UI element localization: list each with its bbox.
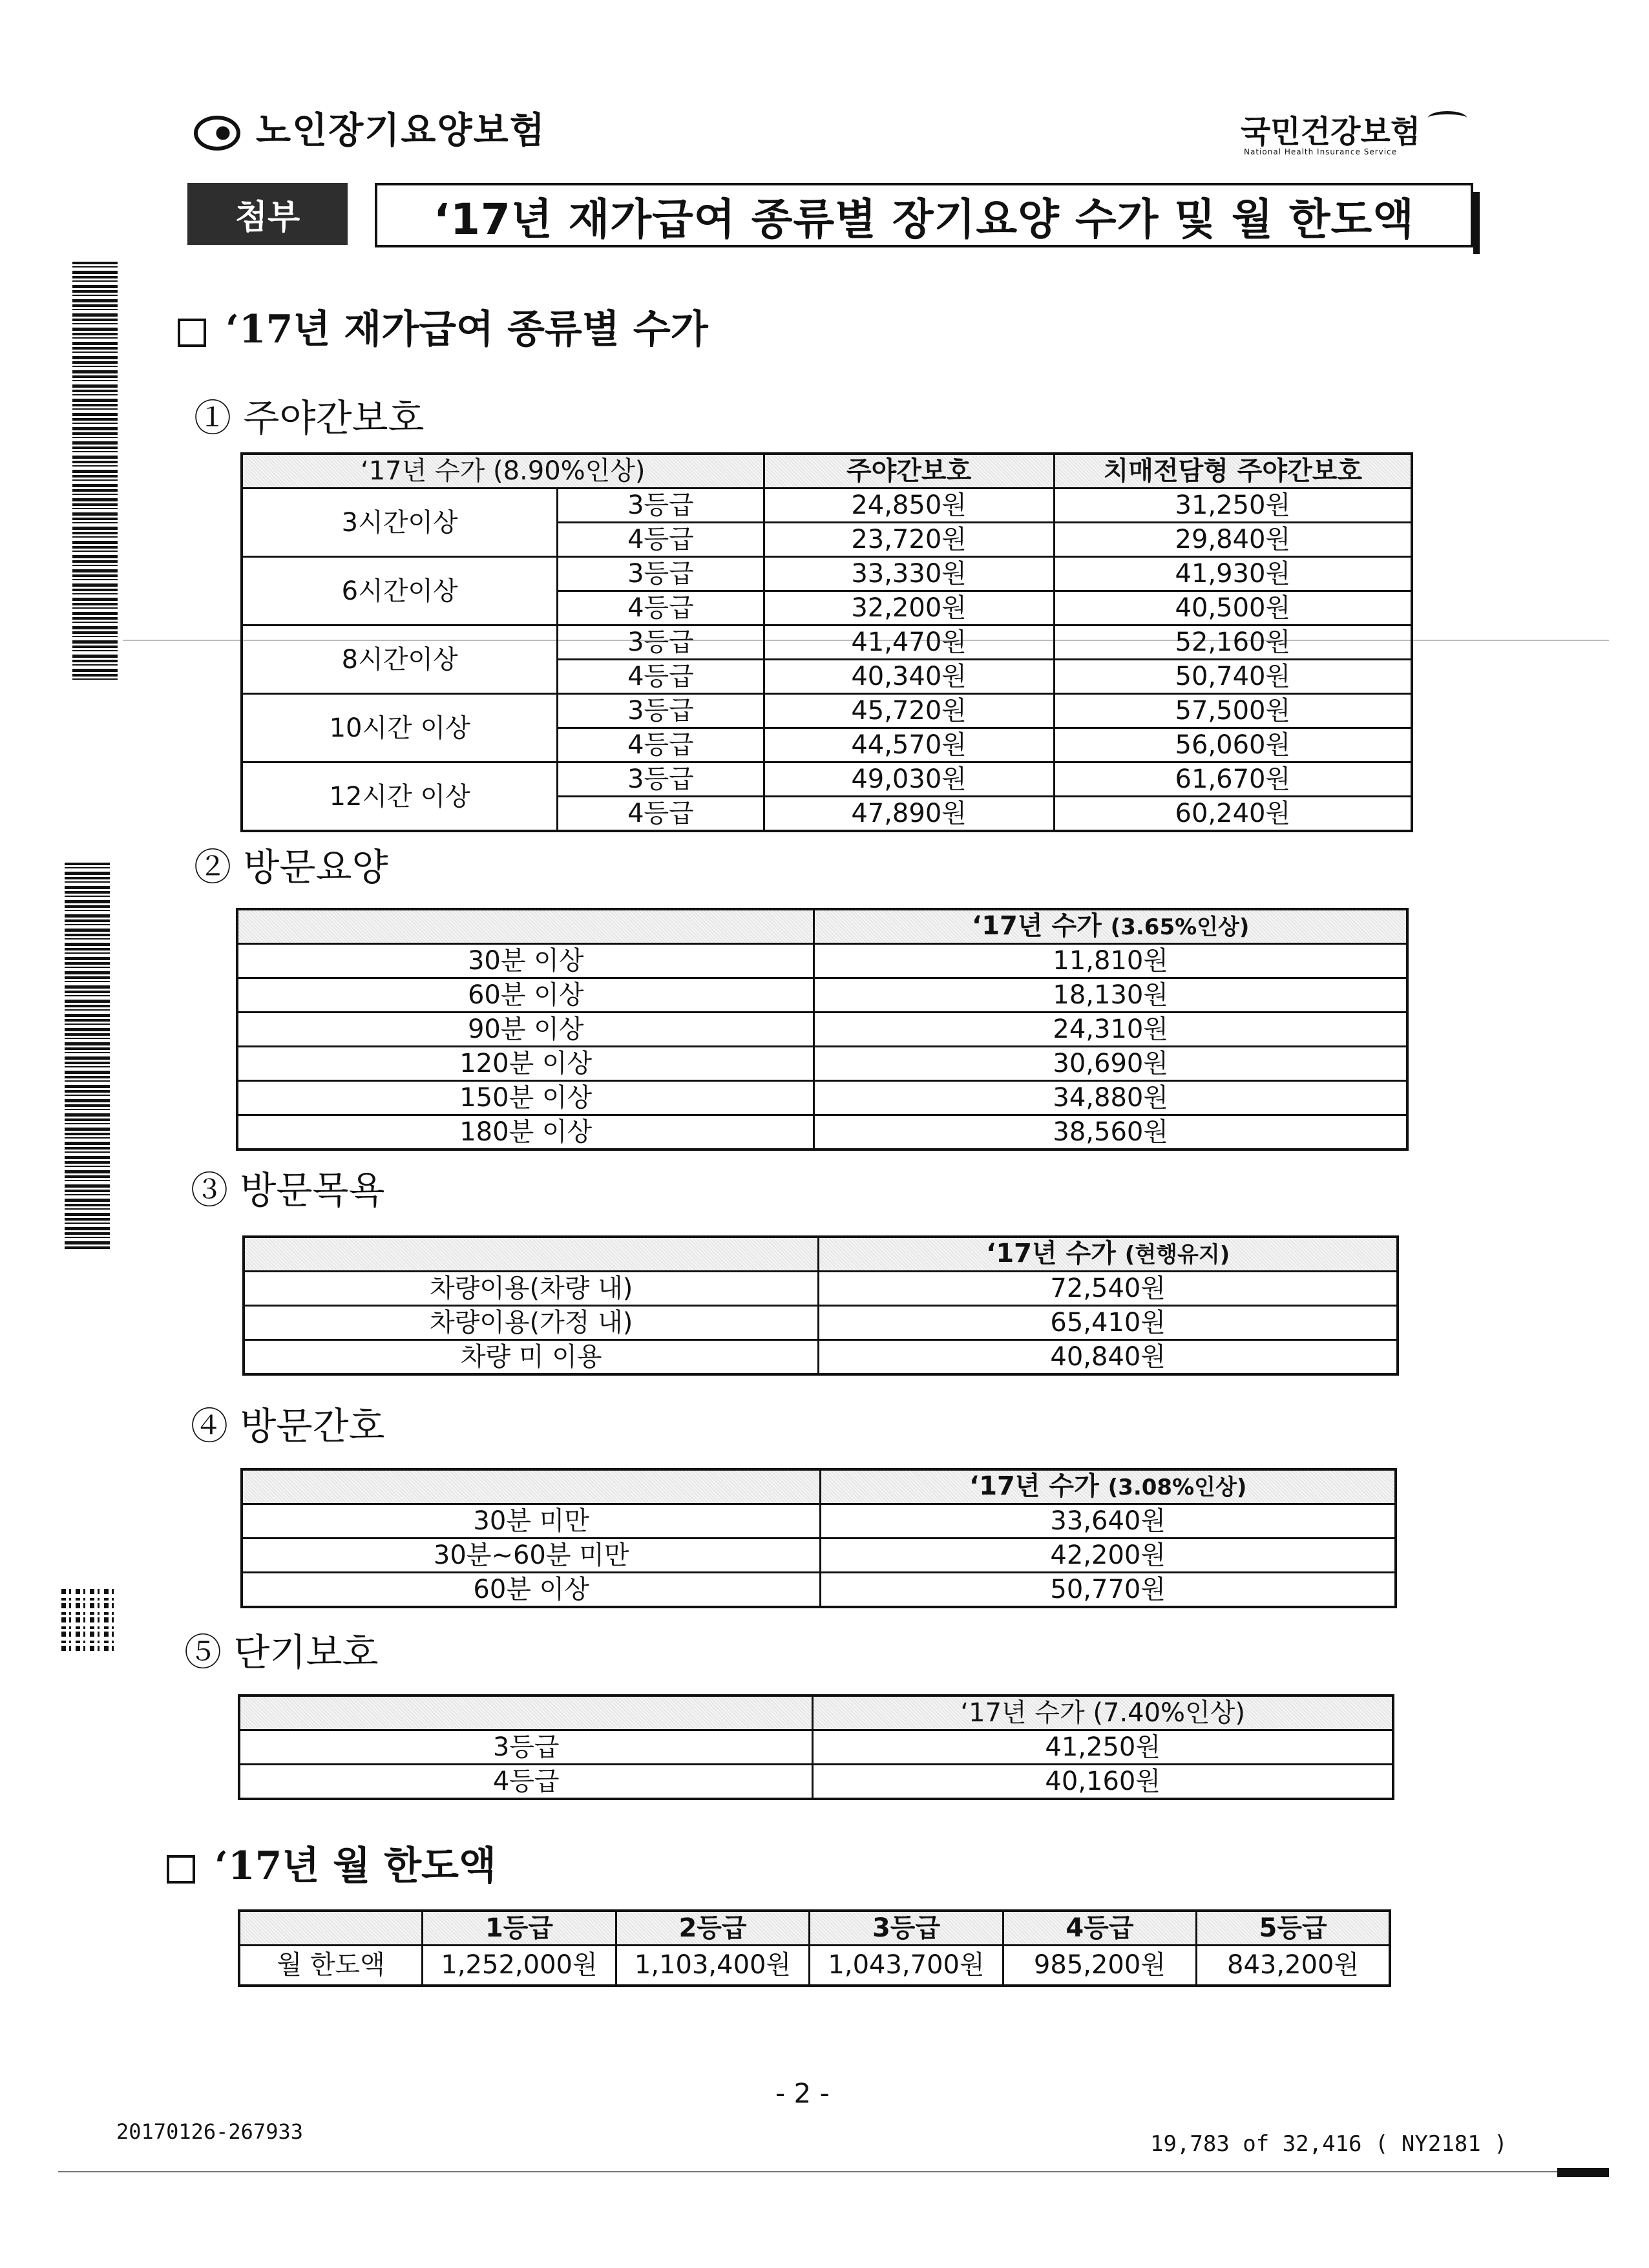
grade-header: 2등급 <box>616 1911 810 1946</box>
nursing-header-rate <box>821 1469 1396 1504</box>
rate-cell: 38,560원 <box>814 1115 1407 1150</box>
nursing-header-blank <box>242 1469 821 1504</box>
nltci-logo-icon <box>194 116 240 151</box>
limit-cell: 985,200원 <box>1003 1946 1196 1986</box>
home-care-header-rate <box>814 909 1407 944</box>
qr-code <box>61 1586 116 1651</box>
label-cell: 차량이용(가정 내) <box>244 1306 819 1340</box>
label-cell: 30분~60분 미만 <box>242 1538 821 1573</box>
home-care-table <box>236 908 1409 1151</box>
label-cell: 60분 이상 <box>237 978 814 1013</box>
header-paren-text: (3.08%인상) <box>1108 1475 1247 1500</box>
bathing-heading: ③ 방문목욕 <box>191 1168 385 1212</box>
grade-cell: 3등급 <box>558 625 764 660</box>
rate-cell: 44,570원 <box>764 728 1054 762</box>
daycare-heading: ① 주야간보호 <box>194 396 425 440</box>
grade-cell: 4등급 <box>558 591 764 625</box>
table-row <box>242 1538 1396 1573</box>
grade-cell: 4등급 <box>558 728 764 762</box>
label-cell: 150분 이상 <box>237 1081 814 1115</box>
rate-cell: 31,250원 <box>1054 488 1412 523</box>
rate-cell: 18,130원 <box>814 978 1407 1013</box>
daycare-header-rate: ‘17년 수가 (8.90%인상) <box>242 454 764 488</box>
rate-cell: 41,930원 <box>1054 557 1412 591</box>
section-rates-title: ‘17년 재가급여 종류별 수가 <box>226 307 708 352</box>
bates-number: 19,783 of 32,416 ( NY2181 ) <box>1150 2131 1507 2157</box>
header-main-text: ‘17년 수가 <box>969 1471 1099 1501</box>
grade-cell: 3등급 <box>558 694 764 728</box>
table-row <box>237 978 1407 1013</box>
rate-cell: 56,060원 <box>1054 728 1412 762</box>
bathing-table <box>242 1235 1399 1376</box>
rate-cell: 49,030원 <box>764 762 1054 797</box>
rate-cell: 42,200원 <box>821 1538 1396 1573</box>
rate-cell: 24,310원 <box>814 1013 1407 1047</box>
rate-cell: 32,200원 <box>764 591 1054 625</box>
footer-divider <box>58 2171 1609 2172</box>
rate-cell: 45,720원 <box>764 694 1054 728</box>
nursing-heading: ④ 방문간호 <box>191 1404 385 1448</box>
nhis-logo-subtitle: National Health Insurance Service <box>1244 147 1398 156</box>
header-paren-text: (현행유지) <box>1124 1242 1230 1268</box>
table-row <box>242 625 1412 660</box>
header-main-text: ‘17년 수가 <box>986 1239 1116 1268</box>
table-row <box>242 762 1412 797</box>
label-cell: 90분 이상 <box>237 1013 814 1047</box>
rate-cell: 33,330원 <box>764 557 1054 591</box>
rate-cell: 72,540원 <box>819 1272 1398 1306</box>
grade-cell: 3등급 <box>558 488 764 523</box>
rate-cell: 40,340원 <box>764 660 1054 694</box>
nltci-logo-text: 노인장기요양보험 <box>256 110 546 152</box>
table-row <box>237 944 1407 978</box>
table-row <box>237 1081 1407 1115</box>
grade-header: 1등급 <box>423 1911 616 1946</box>
section-limit-title: ‘17년 월 한도액 <box>215 1843 496 1889</box>
table-row <box>239 1765 1393 1800</box>
label-cell: 120분 이상 <box>237 1047 814 1081</box>
grade-header: 4등급 <box>1003 1911 1196 1946</box>
label-cell: 60분 이상 <box>242 1573 821 1608</box>
duration-cell: 3시간이상 <box>242 488 558 557</box>
rate-cell: 23,720원 <box>764 523 1054 557</box>
rate-cell: 57,500원 <box>1054 694 1412 728</box>
table-row <box>239 1946 1390 1986</box>
footer-mark <box>1557 2168 1609 2177</box>
rate-cell: 61,670원 <box>1054 762 1412 797</box>
rate-cell: 47,890원 <box>764 797 1054 832</box>
limit-cell: 1,103,400원 <box>616 1946 810 1986</box>
table-row <box>242 694 1412 728</box>
rate-cell: 11,810원 <box>814 944 1407 978</box>
section-limit-heading <box>167 1835 496 1891</box>
grade-cell: 3등급 <box>558 557 764 591</box>
rate-cell: 65,410원 <box>819 1306 1398 1340</box>
row-label-cell: 월 한도액 <box>239 1946 423 1986</box>
short-term-heading: ⑤ 단기보호 <box>184 1630 379 1674</box>
barcode-bottom <box>65 863 110 1250</box>
duration-cell: 6시간이상 <box>242 557 558 625</box>
duration-cell: 10시간 이상 <box>242 694 558 762</box>
home-care-heading: ② 방문요양 <box>194 845 388 889</box>
daycare-header-normal: 주야간보호 <box>764 454 1054 488</box>
rate-cell: 29,840원 <box>1054 523 1412 557</box>
grade-header: 5등급 <box>1197 1911 1390 1946</box>
daycare-table <box>240 452 1413 832</box>
document-id: 20170126-267933 <box>116 2119 303 2144</box>
attachment-label: 첨부 <box>187 183 348 245</box>
short-term-table <box>238 1694 1394 1800</box>
rate-cell: 50,770원 <box>821 1573 1396 1608</box>
monthly-limit-table <box>238 1909 1391 1987</box>
nursing-table <box>240 1468 1397 1608</box>
label-cell: 180분 이상 <box>237 1115 814 1150</box>
rate-cell: 40,840원 <box>819 1340 1398 1375</box>
document-title: ‘17년 재가급여 종류별 장기요양 수가 및 월 한도액 <box>375 183 1473 247</box>
rate-cell: 60,240원 <box>1054 797 1412 832</box>
table-row <box>237 1047 1407 1081</box>
label-cell: 차량 미 이용 <box>244 1340 819 1375</box>
rate-cell: 24,850원 <box>764 488 1054 523</box>
table-row <box>244 1340 1398 1375</box>
rate-cell: 50,740원 <box>1054 660 1412 694</box>
duration-cell: 8시간이상 <box>242 625 558 694</box>
limit-header-blank <box>239 1911 423 1946</box>
table-row <box>239 1730 1393 1765</box>
table-row <box>237 1013 1407 1047</box>
checkbox-icon <box>178 319 206 347</box>
home-care-header-blank <box>237 909 814 944</box>
nhis-logo-icon <box>1428 111 1467 125</box>
rate-cell: 41,470원 <box>764 625 1054 660</box>
section-rates-heading <box>178 299 708 354</box>
label-cell: 4등급 <box>239 1765 813 1800</box>
short-term-header-rate: ‘17년 수가 (7.40%인상) <box>813 1696 1393 1730</box>
table-row <box>237 1115 1407 1150</box>
duration-cell: 12시간 이상 <box>242 762 558 832</box>
grade-cell: 3등급 <box>558 762 764 797</box>
rate-cell: 33,640원 <box>821 1504 1396 1538</box>
label-cell: 30분 이상 <box>237 944 814 978</box>
header-paren-text: (3.65%인상) <box>1110 914 1250 940</box>
nltci-logo <box>194 102 546 154</box>
table-row <box>242 1573 1396 1608</box>
limit-cell: 843,200원 <box>1197 1946 1390 1986</box>
grade-header: 3등급 <box>810 1911 1003 1946</box>
label-cell: 30분 미만 <box>242 1504 821 1538</box>
bathing-header-rate <box>819 1237 1398 1272</box>
limit-cell: 1,252,000원 <box>423 1946 616 1986</box>
rate-cell: 41,250원 <box>813 1730 1393 1765</box>
table-row <box>242 1504 1396 1538</box>
rate-cell: 34,880원 <box>814 1081 1407 1115</box>
barcode-top <box>72 262 118 682</box>
label-cell: 3등급 <box>239 1730 813 1765</box>
rate-cell: 40,500원 <box>1054 591 1412 625</box>
checkbox-icon <box>167 1855 195 1884</box>
label-cell: 차량이용(차량 내) <box>244 1272 819 1306</box>
limit-cell: 1,043,700원 <box>810 1946 1003 1986</box>
rate-cell: 30,690원 <box>814 1047 1407 1081</box>
nhis-logo-text: 국민건강보험 <box>1241 114 1421 150</box>
table-row <box>244 1272 1398 1306</box>
page-number: - 2 - <box>775 2077 830 2109</box>
grade-cell: 4등급 <box>558 797 764 832</box>
rate-cell: 40,160원 <box>813 1765 1393 1800</box>
header-main-text: ‘17년 수가 <box>972 911 1102 941</box>
daycare-header-dementia: 치매전담형 주야간보호 <box>1054 454 1412 488</box>
table-row <box>242 488 1412 523</box>
grade-cell: 4등급 <box>558 660 764 694</box>
rate-cell: 52,160원 <box>1054 625 1412 660</box>
bathing-header-blank <box>244 1237 819 1272</box>
grade-cell: 4등급 <box>558 523 764 557</box>
table-row <box>244 1306 1398 1340</box>
table-row <box>242 557 1412 591</box>
short-term-header-blank <box>239 1696 813 1730</box>
